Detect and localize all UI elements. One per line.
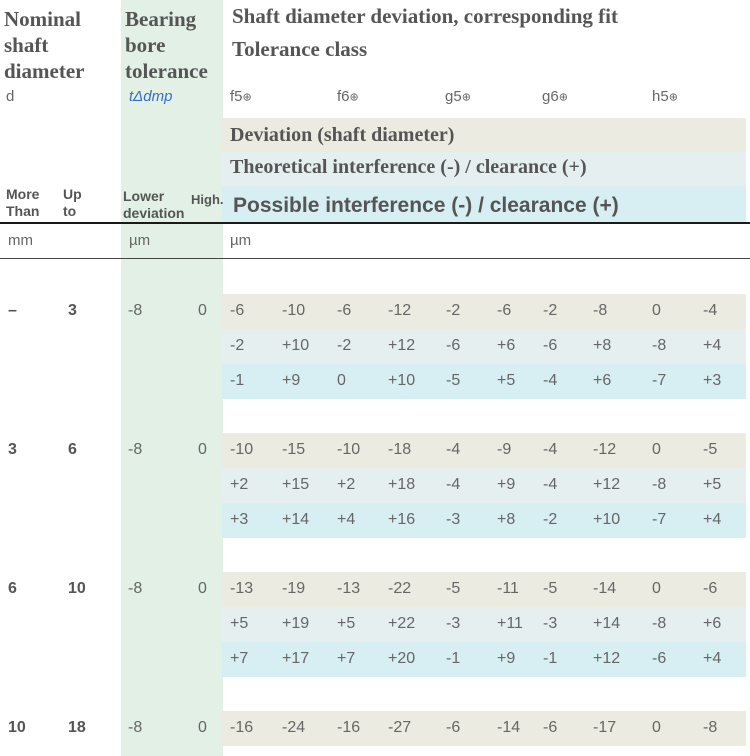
header-divider	[0, 222, 750, 224]
theoretical-value: -6	[543, 337, 558, 354]
theoretical-value: -4	[446, 476, 461, 493]
theoretical-value: +2	[337, 476, 356, 493]
info-icon: ⊕	[349, 91, 359, 104]
possible-value: -1	[543, 650, 558, 667]
more-than-value: 10	[8, 719, 26, 736]
deviation-value: -14	[497, 719, 521, 736]
deviation-value: -6	[497, 302, 512, 319]
possible-value: -3	[446, 511, 461, 528]
theoretical-value: +10	[282, 337, 310, 354]
possible-value: +3	[230, 511, 249, 528]
deviation-value: -2	[543, 302, 558, 319]
deviation-value: -13	[230, 580, 254, 597]
deviation-value: -6	[543, 719, 558, 736]
theoretical-value: -4	[543, 476, 558, 493]
theoretical-value: +12	[593, 476, 621, 493]
unit-shaft: µm	[230, 232, 252, 249]
deviation-value: -10	[230, 441, 254, 458]
deviation-value: 0	[652, 302, 661, 319]
deviation-value: -18	[388, 441, 412, 458]
bore-tolerance-column	[121, 0, 223, 756]
lower-deviation-value: -8	[128, 302, 143, 319]
theoretical-value: -2	[230, 337, 245, 354]
possible-value: -1	[230, 372, 245, 389]
deviation-value: -6	[230, 302, 245, 319]
up-to-value: 3	[68, 302, 77, 319]
theoretical-value: +5	[703, 476, 722, 493]
theoretical-value: +4	[703, 337, 722, 354]
deviation-value: -16	[337, 719, 361, 736]
theoretical-value: +5	[337, 615, 356, 632]
possible-value: -1	[446, 650, 461, 667]
theoretical-value: +18	[388, 476, 416, 493]
bearing-bore-tolerance-header: Bearing bore tolerance	[125, 7, 208, 83]
nominal-symbol: d	[6, 88, 15, 105]
possible-value: +20	[388, 650, 416, 667]
possible-value: +5	[497, 372, 516, 389]
deviation-value: -14	[593, 580, 617, 597]
possible-value: 0	[337, 372, 346, 389]
more-than-value: 6	[8, 580, 17, 597]
more-than-value: 3	[8, 441, 17, 458]
possible-value: -2	[543, 511, 558, 528]
possible-value: +8	[497, 511, 516, 528]
info-icon: ⊕	[668, 91, 678, 104]
possible-value: +16	[388, 511, 416, 528]
high-deviation-value: 0	[198, 719, 207, 736]
high-deviation-value: 0	[198, 302, 207, 319]
deviation-value: -5	[543, 580, 558, 597]
theoretical-value: +12	[388, 337, 416, 354]
deviation-value: -12	[593, 441, 617, 458]
deviation-value: 0	[652, 580, 661, 597]
more-than-header: More Than	[6, 186, 40, 219]
possible-value: +9	[497, 650, 516, 667]
possible-band	[222, 364, 746, 399]
possible-value: +4	[337, 511, 356, 528]
tolerance-class-title: Tolerance class	[232, 37, 368, 61]
deviation-value: -2	[446, 302, 461, 319]
possible-value: +10	[593, 511, 621, 528]
lower-deviation-value: -8	[128, 441, 143, 458]
deviation-value: -24	[282, 719, 306, 736]
possible-value: -7	[652, 372, 667, 389]
lower-deviation-value: -8	[128, 719, 143, 736]
theoretical-value: -8	[652, 337, 667, 354]
deviation-value: -15	[282, 441, 306, 458]
possible-value: +17	[282, 650, 310, 667]
high-deviation-header: High.	[191, 192, 224, 207]
deviation-value: -4	[703, 302, 718, 319]
deviation-value: -6	[446, 719, 461, 736]
theoretical-value: +6	[703, 615, 722, 632]
deviation-value: -11	[497, 580, 519, 597]
class-g5: g5⊕	[445, 88, 471, 105]
theoretical-value: +9	[497, 476, 516, 493]
deviation-value: 0	[652, 441, 661, 458]
deviation-value: -8	[703, 719, 718, 736]
deviation-value: -4	[543, 441, 558, 458]
possible-value: +6	[593, 372, 612, 389]
possible-label: Possible interference (-) / clearance (+)	[233, 194, 619, 217]
nominal-shaft-diameter-header: Nominal shaft diameter	[4, 7, 85, 83]
unit-mm: mm	[8, 232, 33, 249]
possible-value: +3	[703, 372, 722, 389]
high-deviation-value: 0	[198, 441, 207, 458]
deviation-value: 0	[652, 719, 661, 736]
theoretical-label: Theoretical interference (-) / clearance (+)	[230, 156, 587, 178]
theoretical-value: +22	[388, 615, 416, 632]
more-than-value: –	[8, 302, 17, 319]
theoretical-value: -6	[446, 337, 461, 354]
theoretical-value: -3	[543, 615, 558, 632]
up-to-header: Up to	[63, 186, 82, 219]
shaft-deviation-title: Shaft diameter deviation, corresponding fit	[232, 4, 618, 28]
up-to-value: 10	[68, 580, 86, 597]
deviation-value: -10	[337, 441, 361, 458]
high-deviation-value: 0	[198, 580, 207, 597]
lower-deviation-header: Lower deviation	[123, 188, 185, 221]
deviation-value: -16	[230, 719, 254, 736]
up-to-value: 6	[68, 441, 77, 458]
deviation-value: -10	[282, 302, 306, 319]
deviation-label: Deviation (shaft diameter)	[230, 124, 455, 146]
deviation-value: -9	[497, 441, 512, 458]
deviation-value: -5	[703, 441, 718, 458]
class-f5: f5⊕	[230, 88, 252, 105]
info-icon: ⊕	[558, 91, 568, 104]
possible-value: -5	[446, 372, 461, 389]
up-to-value: 18	[68, 719, 86, 736]
info-icon: ⊕	[242, 91, 252, 104]
theoretical-value: +15	[282, 476, 310, 493]
possible-value: +4	[703, 511, 722, 528]
possible-value: -7	[652, 511, 667, 528]
possible-value: +12	[593, 650, 621, 667]
unit-bore: µm	[129, 232, 151, 249]
possible-value: +9	[282, 372, 301, 389]
class-g6: g6⊕	[542, 88, 568, 105]
theoretical-value: -2	[337, 337, 352, 354]
possible-value: -6	[652, 650, 667, 667]
possible-value: +14	[282, 511, 310, 528]
possible-value: +7	[337, 650, 356, 667]
theoretical-value: +14	[593, 615, 621, 632]
theoretical-value: +2	[230, 476, 249, 493]
deviation-value: -13	[337, 580, 361, 597]
theoretical-value: +6	[497, 337, 516, 354]
theoretical-value: +5	[230, 615, 249, 632]
deviation-value: -6	[703, 580, 718, 597]
info-icon: ⊕	[461, 91, 471, 104]
possible-value: +7	[230, 650, 249, 667]
possible-value: +10	[388, 372, 416, 389]
possible-value: -4	[543, 372, 558, 389]
lower-deviation-value: -8	[128, 580, 143, 597]
unit-divider	[0, 258, 750, 259]
theoretical-value: +19	[282, 615, 310, 632]
deviation-value: -22	[388, 580, 412, 597]
possible-value: +4	[703, 650, 722, 667]
theoretical-value: +8	[593, 337, 612, 354]
deviation-value: -17	[593, 719, 617, 736]
deviation-value: -8	[593, 302, 608, 319]
deviation-value: -6	[337, 302, 352, 319]
theoretical-value: +11	[497, 615, 523, 632]
deviation-value: -27	[388, 719, 412, 736]
theoretical-value: -8	[652, 476, 667, 493]
class-f6: f6⊕	[337, 88, 359, 105]
deviation-value: -4	[446, 441, 461, 458]
bore-symbol: tΔdmp	[129, 88, 173, 105]
deviation-value: -19	[282, 580, 306, 597]
class-h5: h5⊕	[652, 88, 678, 105]
theoretical-value: -8	[652, 615, 667, 632]
theoretical-value: -3	[446, 615, 461, 632]
deviation-value: -5	[446, 580, 461, 597]
deviation-value: -12	[388, 302, 412, 319]
